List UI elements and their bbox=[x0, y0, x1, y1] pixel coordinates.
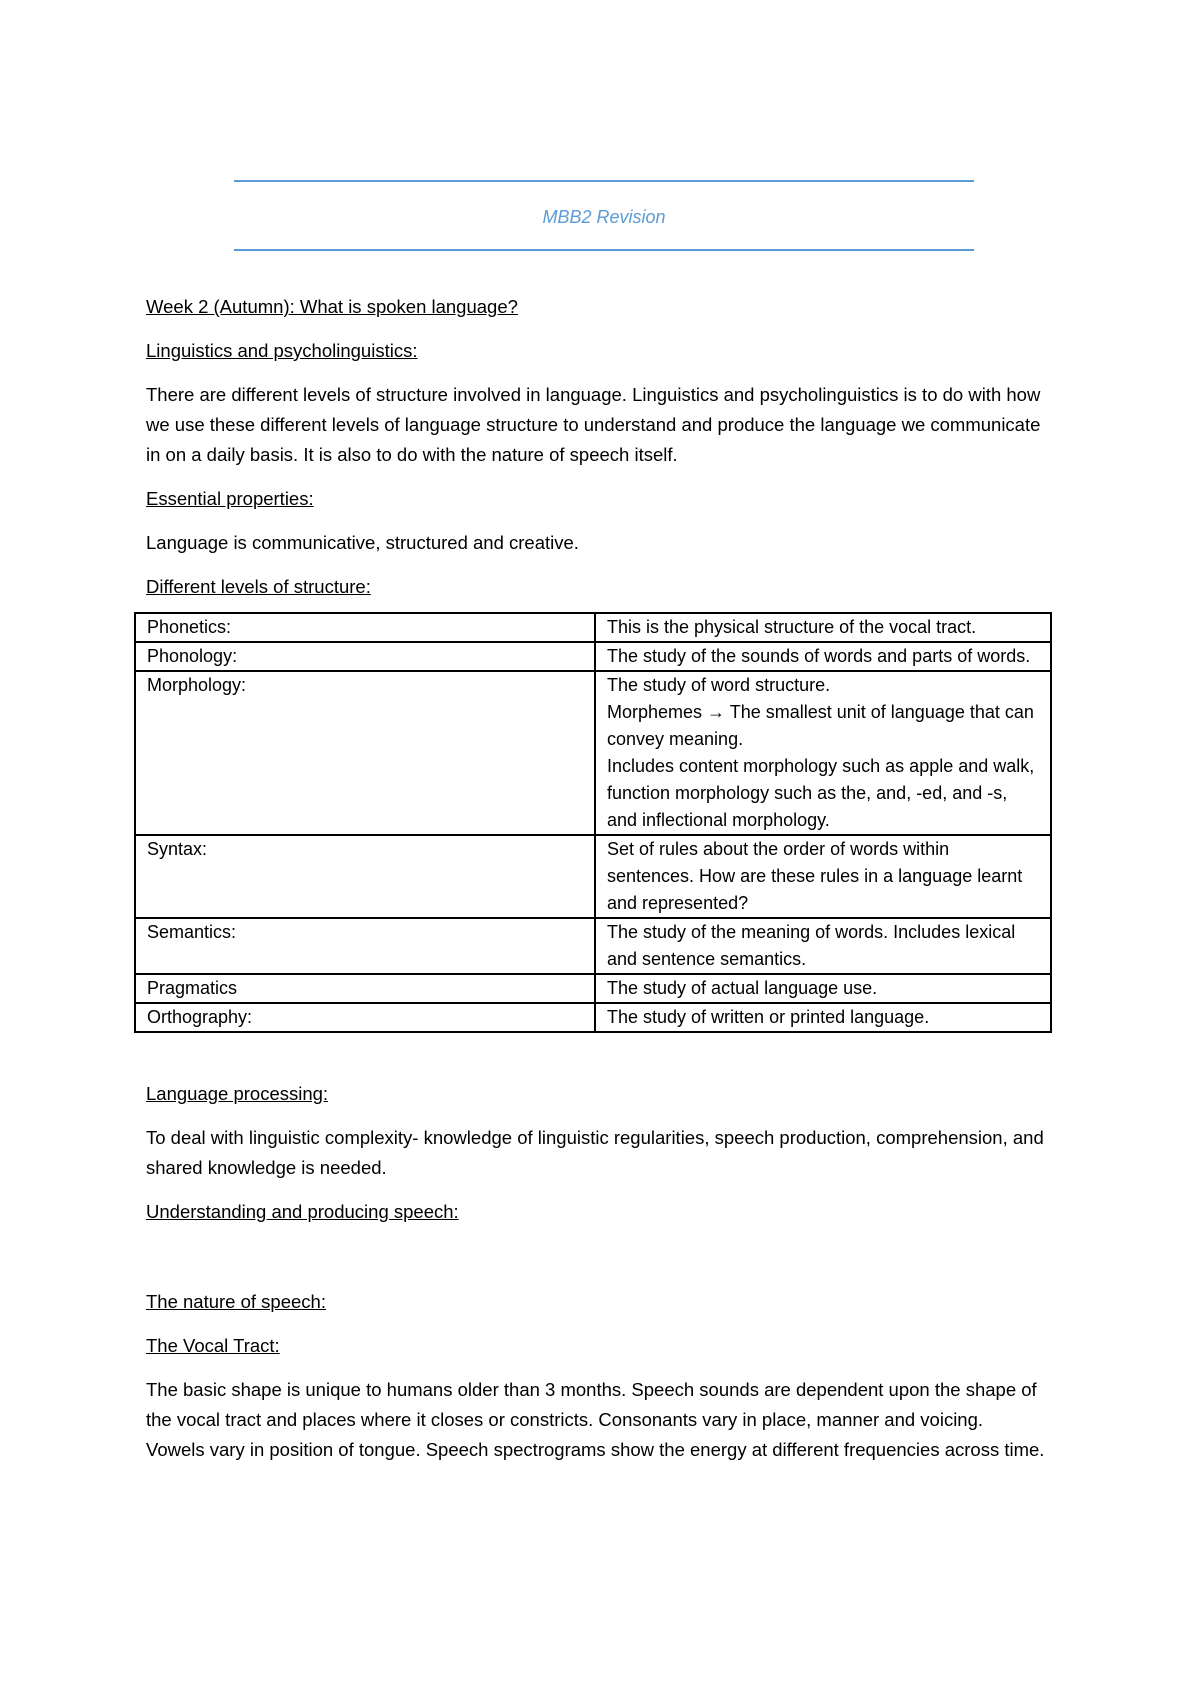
linguistics-paragraph: There are different levels of structure involved in language. Linguistics and psycholinguistics is to do with how we use these different levels of language structure to understand and produce the language we communicate in on a daily basis. It is also to do with the nature of speech itself. bbox=[146, 384, 1041, 465]
table-cell-term: Orthography: bbox=[135, 1003, 595, 1032]
table-cell-definition: This is the physical structure of the vocal tract. bbox=[595, 613, 1051, 642]
table-cell-definition: Set of rules about the order of words within sentences. How are these rules in a language learnt and represented? bbox=[595, 835, 1051, 918]
table-cell-definition: The study of word structure. Morphemes → The smallest unit of language that can convey meaning. Includes content morphology such as apple and walk, function morphology such as the, and, -ed, and -s, and inflectional morphology. bbox=[595, 671, 1051, 835]
table-cell-term: Morphology: bbox=[135, 671, 595, 835]
levels-heading: Different levels of structure: bbox=[146, 576, 371, 597]
linguistics-heading: Linguistics and psycholinguistics: bbox=[146, 340, 418, 361]
nature-of-speech-heading: The nature of speech: bbox=[146, 1291, 326, 1312]
essential-properties-heading: Essential properties: bbox=[146, 488, 314, 509]
table-cell-term: Semantics: bbox=[135, 918, 595, 974]
table-cell-term: Phonetics: bbox=[135, 613, 595, 642]
document-header-title: MBB2 Revision bbox=[542, 207, 666, 227]
table-cell-definition: The study of the meaning of words. Includes lexical and sentence semantics. bbox=[595, 918, 1051, 974]
levels-of-structure-table bbox=[134, 612, 1052, 1033]
language-processing-paragraph: To deal with linguistic complexity- knowledge of linguistic regularities, speech production, comprehension, and shared knowledge is needed. bbox=[146, 1127, 1044, 1178]
table-cell-definition: The study of actual language use. bbox=[595, 974, 1051, 1003]
table-cell-definition: The study of the sounds of words and parts of words. bbox=[595, 642, 1051, 671]
language-processing-heading: Language processing: bbox=[146, 1083, 329, 1104]
table-row bbox=[135, 974, 1051, 1003]
understanding-speech-heading: Understanding and producing speech: bbox=[146, 1201, 459, 1222]
week-heading: Week 2 (Autumn): What is spoken language? bbox=[146, 296, 518, 317]
table-row bbox=[135, 671, 1051, 835]
blank-spacer bbox=[146, 1241, 1046, 1287]
table-row bbox=[135, 918, 1051, 974]
document-body bbox=[146, 292, 1046, 1479]
essential-properties-paragraph: Language is communicative, structured and creative. bbox=[146, 532, 579, 553]
vocal-tract-heading: The Vocal Tract: bbox=[146, 1335, 280, 1356]
table-row bbox=[135, 613, 1051, 642]
table-cell-definition: The study of written or printed language. bbox=[595, 1003, 1051, 1032]
table-row bbox=[135, 1003, 1051, 1032]
table-row bbox=[135, 642, 1051, 671]
vocal-tract-paragraph: The basic shape is unique to humans older than 3 months. Speech sounds are dependent upon the shape of the vocal tract and places where it closes or constricts. Consonants vary in place, manner and voicing. Vowels vary in position of tongue. Speech spectrograms show the energy at different frequencies across time. bbox=[146, 1379, 1045, 1460]
header-top-rule bbox=[234, 180, 974, 182]
table-row bbox=[135, 835, 1051, 918]
header-bottom-rule bbox=[234, 249, 974, 251]
table-cell-term: Syntax: bbox=[135, 835, 595, 918]
table-cell-term: Pragmatics bbox=[135, 974, 595, 1003]
table-cell-term: Phonology: bbox=[135, 642, 595, 671]
